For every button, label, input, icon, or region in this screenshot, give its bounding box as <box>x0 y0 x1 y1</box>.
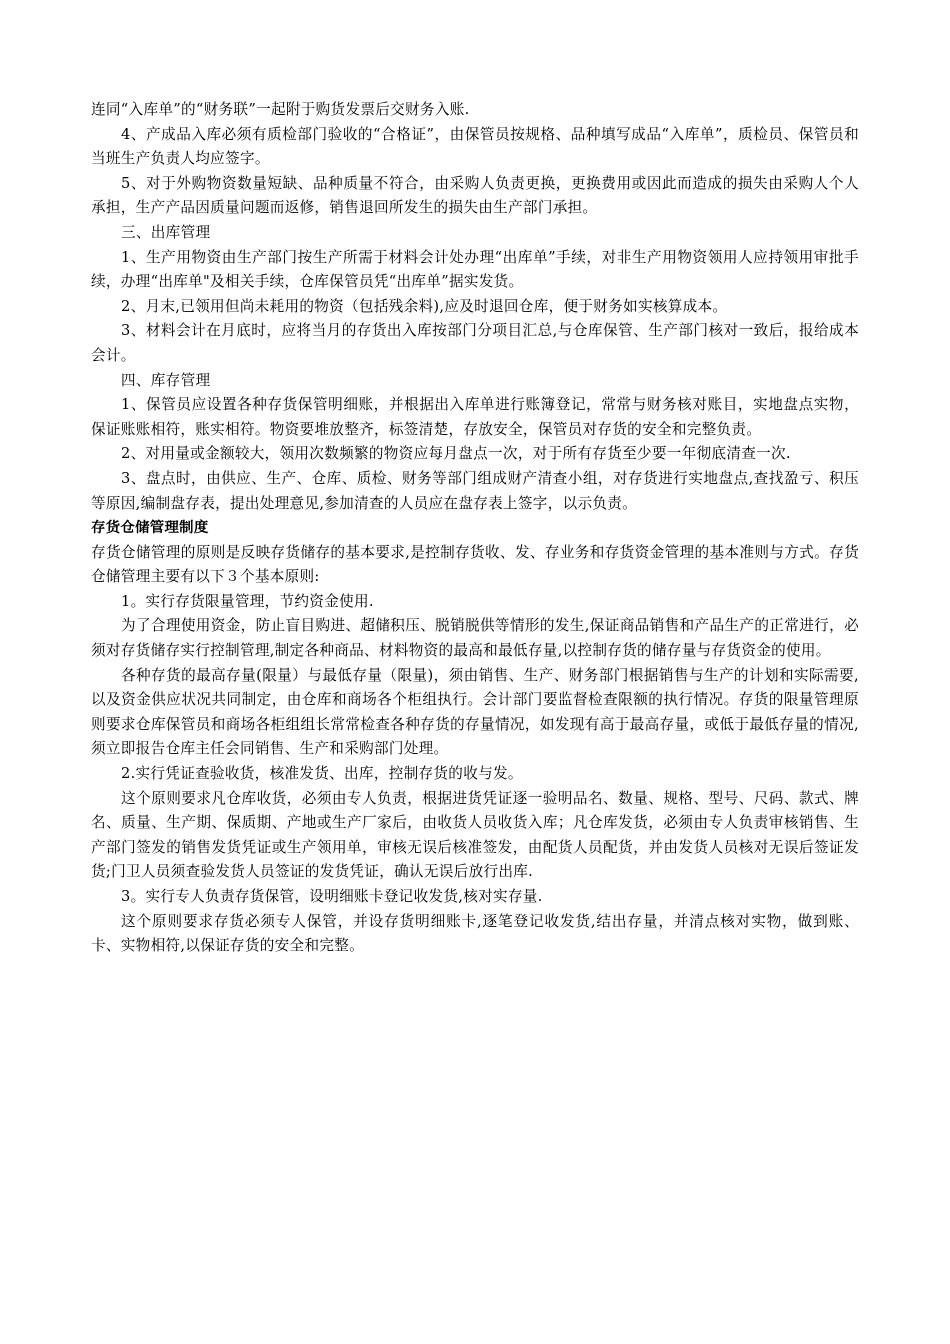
paragraph-3: 5、对于外购物资数量短缺、品种质量不符合，由采购人负责更换，更换费用或因此而造成的损失由采购人个人承担，生产产品因质量问题而返修，销售退回所发生的损失由生产部门承担。 <box>91 174 859 217</box>
paragraph-18: 这个原则要求凡仓库收货，必须由专人负责，根据进货凭证逐一验明品名、数量、规格、型号、尺码、款式、牌名、质量、生产期、保质期、产地或生产厂家后，由收货人员收货入库；凡仓库发货，必须由专人负责审核销售、生产部门签发的销售发货凭证或生产领用单，审核无误后核准签发，由配货人员配货，并由发货人员核对无误后签证发货;门卫人员须查验发货人员签证的发货凭证，确认无误后放行出库. <box>91 789 859 881</box>
paragraph-2: 4、产成品入库必须有质检部门验收的“合格证”，由保管员按规格、品种填写成品“入库单”，质检员、保管员和当班生产负责人均应签字。 <box>91 125 859 168</box>
paragraph-13: 存货仓储管理的原则是反映存货储存的基本要求,是控制存货收、发、存业务和存货资金管理的基本准则与方式。存货仓储管理主要有以下３个基本原则: <box>91 543 859 586</box>
paragraph-7: 3、材料会计在月底时，应将当月的存货出入库按部门分项目汇总,与仓库保管、生产部门核对一致后，报给成本会计。 <box>91 322 859 364</box>
paragraph-19: 3。实行专人负责存货保管，设明细账卡登记收发货,核对实存量. <box>121 888 543 905</box>
paragraph-15: 为了合理使用资金，防止盲目购进、超储积压、脱销脱供等情形的发生,保证商品销售和产品生产的正常进行，必须对存货储存实行控制管理,制定各种商品、材料物资的最高和最低存量,以控制存货的储存量与存货资金的使用。 <box>91 617 859 660</box>
paragraph-5: 1、生产用物资由生产部门按生产所需于材料会计处办理“出库单”手续，对非生产用物资领用人应持领用审批手续，办理“出库单"及相关手续，仓库保管员凭“出库单”据实发货。 <box>91 248 859 291</box>
paragraph-1: 连同“入库单”的“财务联”一起附于购货发票后交财务入账. <box>91 101 470 118</box>
paragraph-6: 2、月末,已领用但尚未耗用的物资（包括残余料),应及时退回仓库，便于财务如实核算成本。 <box>121 297 728 315</box>
section-title-storage-system: 存货仓储管理制度 <box>91 520 209 537</box>
section-heading-outbound: 三、出库管理 <box>121 223 211 241</box>
paragraph-9: 1、保管员应设置各种存货保管明细账，并根据出入库单进行账簿登记，常常与财务核对账目，实地盘点实物，保证账账相符，账实相符。物资要堆放整齐，标签清楚，存放安全，保管员对存货的安全和完整负责。 <box>91 396 859 438</box>
paragraph-14: 1。实行存货限量管理，节约资金使用. <box>121 592 374 610</box>
paragraph-10: 2、对用量或金额较大，领用次数频繁的物资应每月盘点一次，对于所有存货至少要一年彻底清查一次. <box>121 445 791 463</box>
section-heading-inventory: 四、库存管理 <box>121 371 211 389</box>
paragraph-17: 2.实行凭证查验收货，核准发货、出库，控制存货的收与发。 <box>121 765 523 783</box>
paragraph-16: 各种存货的最高存量(限量）与最低存量（限量)，须由销售、生产、财务部门根据销售与生产的计划和实际需要,以及资金供应状况共同制定，由仓库和商场各个柜组执行。会计部门要监督检查限额的执行情况。存货的限量管理原则要求仓库保管员和商场各柜组组长常常检查各种存货的存量情况，如发现有高于最高存量，或低于最低存量的情况,须立即报告仓库主任会同销售、生产和采购部门处理。 <box>91 666 859 758</box>
paragraph-20: 这个原则要求存货必须专人保管，并设存货明细账卡,逐笔登记收发货,结出存量，并清点核对实物，做到账、卡、实物相符,以保证存货的安全和完整。 <box>91 912 859 955</box>
paragraph-11: 3、盘点时，由供应、生产、仓库、质检、财务等部门组成财产清查小组，对存货进行实地盘点,查找盈亏、积压等原因,编制盘存表，提出处理意见,参加清查的人员应在盘存表上签字，以示负责。 <box>91 469 859 512</box>
document-page <box>91 98 859 959</box>
